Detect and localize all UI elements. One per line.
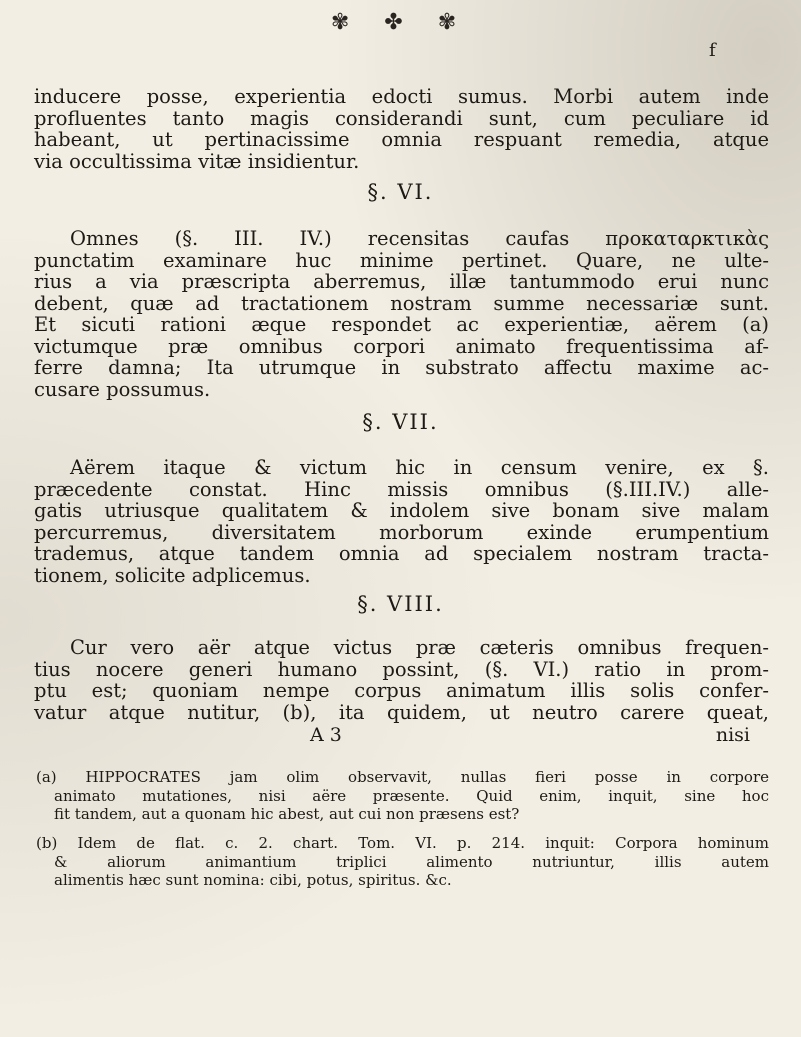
footnote-line: alimentis hæc sunt nomina: cibi, potus, spiritus. &c. (54, 871, 452, 889)
footnote-b (36, 834, 769, 890)
text-line: trademus, atque tandem omnia ad specialem nostram tracta- (34, 542, 769, 565)
text-line: percurremus, diversitatem morborum exinde erumpentium (34, 520, 769, 544)
text-line: punctatim examinare huc minime pertinet. Quare, ne ulte- (34, 248, 769, 272)
signature-line (310, 724, 750, 746)
text-line: rius a via præscripta aberremus, illæ tantummodo erui nunc (34, 270, 769, 293)
section-heading-vi: §. VI. (367, 180, 434, 204)
text-line: inducere posse, experientia edocti sumus. Morbi autem inde (34, 85, 769, 108)
signature-mark: A 3 (310, 724, 342, 746)
text-line: Et sicuti rationi æque respondet ac experientiæ, aërem (a) (34, 313, 769, 336)
section-heading-vii: §. VII. (362, 410, 439, 434)
text-line: Aërem itaque & victum hic in censum venire, ex §. (70, 456, 769, 479)
section-heading-viii: §. VIII. (357, 592, 444, 616)
text-line: via occultissima vitæ insidientur. (34, 149, 360, 173)
footnote-line: (b) Idem de flat. c. 2. chart. Tom. VI. p. 214. inquit: Corpora hominum (36, 834, 769, 852)
footnote-a (36, 768, 769, 824)
text-line: habeant, ut pertinacissime omnia respuant remedia, atque (34, 128, 769, 151)
footnote-line: fit tandem, aut a quonam hic abest, aut cui non præsens est? (54, 805, 520, 823)
text-line: profluentes tanto magis considerandi sunt, cum peculiare id (34, 106, 769, 130)
text-line: tius nocere generi humano possint, (§. VI.) ratio in prom- (34, 657, 769, 681)
text-line: cusare possumus. (34, 377, 211, 401)
section-vi-body (34, 228, 769, 400)
header-ornament: ✾ ✤ ✾ (330, 10, 471, 35)
text-line: vatur atque nutitur, (b), ita quidem, ut neutro carere queat, (34, 700, 769, 724)
text-line: debent, quæ ad tractationem nostram summe necessariæ sunt. (34, 291, 769, 315)
section-viii-body (34, 637, 769, 723)
footnote-line: animato mutationes, nisi aëre præsente. Quid enim, inquit, sine hoc (54, 786, 769, 805)
paragraph-intro (34, 86, 769, 172)
section-vii-body (34, 457, 769, 586)
text-line: Omnes (§. III. IV.) recensitas caufas προκαταρκτικὰς (70, 227, 769, 250)
text-line: gatis utriusque qualitatem & indolem sive bonam sive malam (34, 499, 769, 522)
text-line: ferre damna; Ita utrumque in substrato affectu maxime ac- (34, 356, 769, 379)
footnote-line: (a) HIPPOCRATES jam olim observavit, nullas fieri posse in corpore (36, 768, 769, 786)
catchword: nisi (715, 724, 750, 746)
text-line: victumque præ omnibus corpori animato frequentissima af- (34, 334, 769, 358)
page-mark: f (709, 40, 716, 61)
footnote-line: & aliorum animantium triplici alimento nutriuntur, illis autem (54, 852, 769, 871)
text-line: ptu est; quoniam nempe corpus animatum illis solis confer- (34, 679, 769, 702)
text-line: tionem, solicite adplicemus. (34, 563, 311, 587)
text-line: Cur vero aër atque victus præ cæteris omnibus frequen- (70, 636, 769, 659)
text-line: præcedente constat. Hinc missis omnibus (§.III.IV.) alle- (34, 477, 769, 501)
